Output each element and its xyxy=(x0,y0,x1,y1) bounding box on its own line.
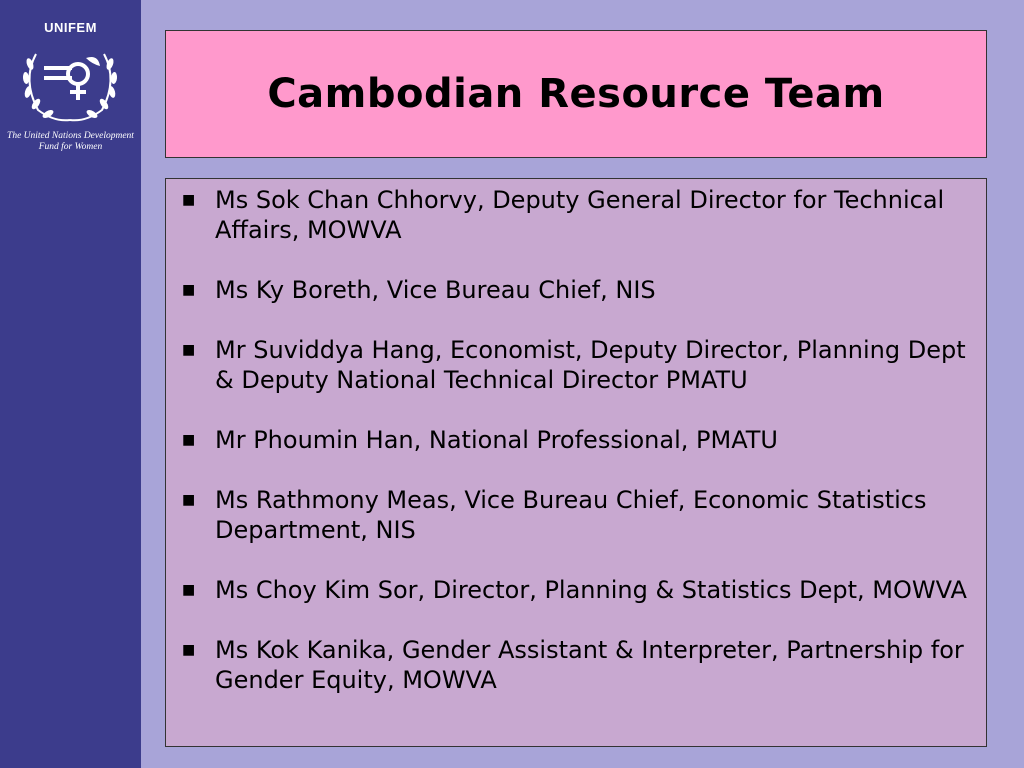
team-list xyxy=(166,179,986,695)
square-bullet-icon: ■ xyxy=(182,642,196,658)
un-emblem-icon xyxy=(16,34,124,126)
square-bullet-icon: ■ xyxy=(182,342,196,358)
logo-tagline: The United Nations Development Fund for Women xyxy=(7,131,134,152)
title-box xyxy=(165,30,987,158)
list-item-text: Ms Rathmony Meas, Vice Bureau Chief, Economic Statistics Department, NIS xyxy=(215,486,927,544)
list-item xyxy=(178,425,976,455)
list-item-text: Ms Sok Chan Chhorvy, Deputy General Director for Technical Affairs, MOWVA xyxy=(215,186,945,244)
slide-title: Cambodian Resource Team xyxy=(267,71,885,117)
square-bullet-icon: ■ xyxy=(182,492,196,508)
list-item xyxy=(178,335,976,395)
square-bullet-icon: ■ xyxy=(182,282,196,298)
square-bullet-icon: ■ xyxy=(182,432,196,448)
unifem-logo xyxy=(0,0,141,160)
sidebar xyxy=(0,0,141,768)
content-box xyxy=(165,178,987,747)
list-item xyxy=(178,635,976,695)
list-item-text: Ms Kok Kanika, Gender Assistant & Interpreter, Partnership for Gender Equity, MOWVA xyxy=(215,636,964,694)
list-item-text: Mr Suviddya Hang, Economist, Deputy Director, Planning Dept & Deputy National Technical Director PMATU xyxy=(215,336,966,394)
square-bullet-icon: ■ xyxy=(182,582,196,598)
list-item xyxy=(178,575,976,605)
logo-wordmark: UNIFEM xyxy=(44,20,97,35)
list-item xyxy=(178,185,976,245)
list-item-text: Ms Choy Kim Sor, Director, Planning & Statistics Dept, MOWVA xyxy=(215,576,967,604)
square-bullet-icon: ■ xyxy=(182,192,196,208)
list-item-text: Ms Ky Boreth, Vice Bureau Chief, NIS xyxy=(215,276,656,304)
list-item xyxy=(178,485,976,545)
list-item-text: Mr Phoumin Han, National Professional, PMATU xyxy=(215,426,778,454)
list-item xyxy=(178,275,976,305)
